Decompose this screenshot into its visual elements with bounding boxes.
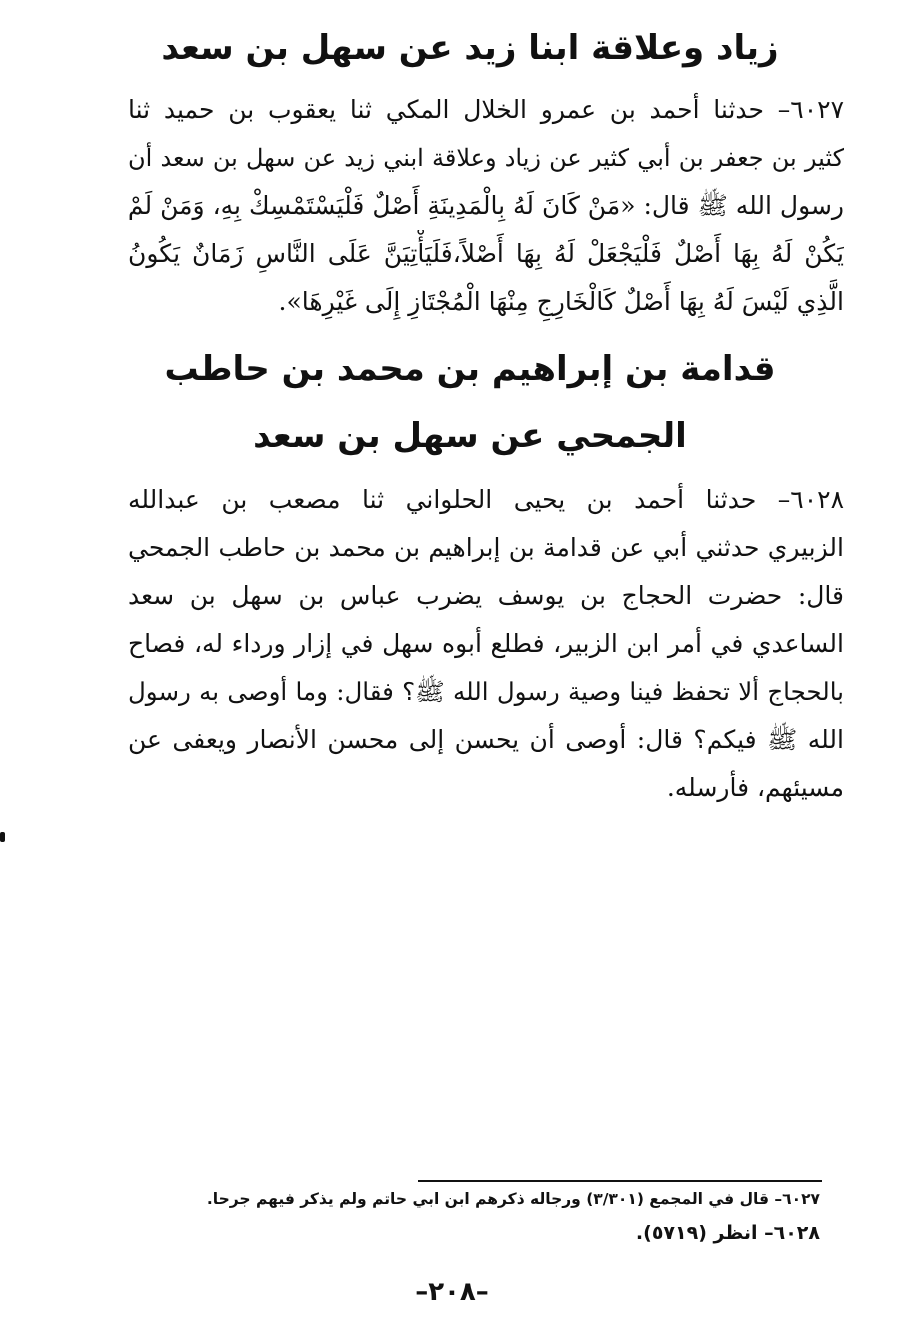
- hadith-6027-line-2: كثير بن جعفر بن أبي كثير عن زياد وعلاقة ابني زيد عن سهل بن سعد أن: [128, 144, 844, 172]
- hadith-6027-line-1: ٦٠٢٧– حدثنا أحمد بن عمرو الخلال المكي ثنا يعقوب بن حميد ثنا: [128, 95, 844, 124]
- footnotes: [190, 1182, 820, 1250]
- hadith-6027-line-5: الَّذِي لَيْسَ لَهُ بِهَا أَصْلٌ كَالْخَارِجِ مِنْهَا الْمُجْتَازِ إِلَى غَيْرِهَا».: [278, 287, 844, 316]
- hadith-6028-line-4: الساعدي في أمر ابن الزبير، فطلع أبوه سهل في إزار ورداء له، فصاح: [128, 629, 844, 658]
- hadith-6027: [128, 86, 844, 326]
- hadith-6028-line-7: مسيئهم، فأرسله.: [666, 773, 844, 802]
- page-number: –٢٠٨–: [415, 1277, 489, 1307]
- hadith-6028-line-1: ٦٠٢٨– حدثنا أحمد بن يحيى الحلواني ثنا مصعب بن عبدالله: [128, 485, 844, 514]
- hadith-6028: [128, 476, 844, 812]
- hadith-6028-line-6: الله ﷺ فيكم؟ قال: أوصى أن يحسن إلى محسن الأنصار ويعفى عن: [128, 725, 844, 754]
- section-heading-qudama-line-2: الجمحي عن سهل بن سعد: [253, 416, 687, 456]
- hadith-6028-line-5: بالحجاج ألا تحفظ فينا وصية رسول الله ﷺ؟ فقال: وما أوصى به رسول: [128, 677, 844, 706]
- hadith-6028-line-2: الزبيري حدثني أبي عن قدامة بن إبراهيم بن محمد بن حاطب الجمحي: [128, 533, 844, 562]
- hadith-6027-line-4: يَكُنْ لَهُ بِهَا أَصْلٌ فَلْيَجْعَلْ لَهُ بِهَا أَصْلاً،فَلَيَأْتِيَنَّ عَلَى النَّاسِ زَمَانٌ يَكُونُ: [128, 239, 844, 268]
- footnote-6028: ٦٠٢٨– انظر (٥٧١٩).: [635, 1222, 820, 1244]
- hadith-6028-line-3: قال: حضرت الحجاج بن يوسف يضرب عباس بن سهل بن سعد: [128, 581, 844, 610]
- hadith-6027-line-3: رسول الله ﷺ قال: «مَنْ كَانَ لَهُ بِالْمَدِينَةِ أَصْلٌ فَلْيَسْتَمْسِكْ بِهِ، وَمَنْ لَمْ: [128, 191, 844, 220]
- section-heading-qudama-line-1: قدامة بن إبراهيم بن محمد بن حاطب: [164, 349, 776, 389]
- section-heading-ziyad: زياد وعلاقة ابنا زيد عن سهل بن سعد: [161, 28, 779, 68]
- footnote-6027: ٦٠٢٧– قال في المجمع (٣/٣٠١) ورجاله ذكرهم ابن ابي حاتم ولم يذكر فيهم جرحا.: [206, 1190, 820, 1208]
- scan-edge-mark: [0, 832, 5, 842]
